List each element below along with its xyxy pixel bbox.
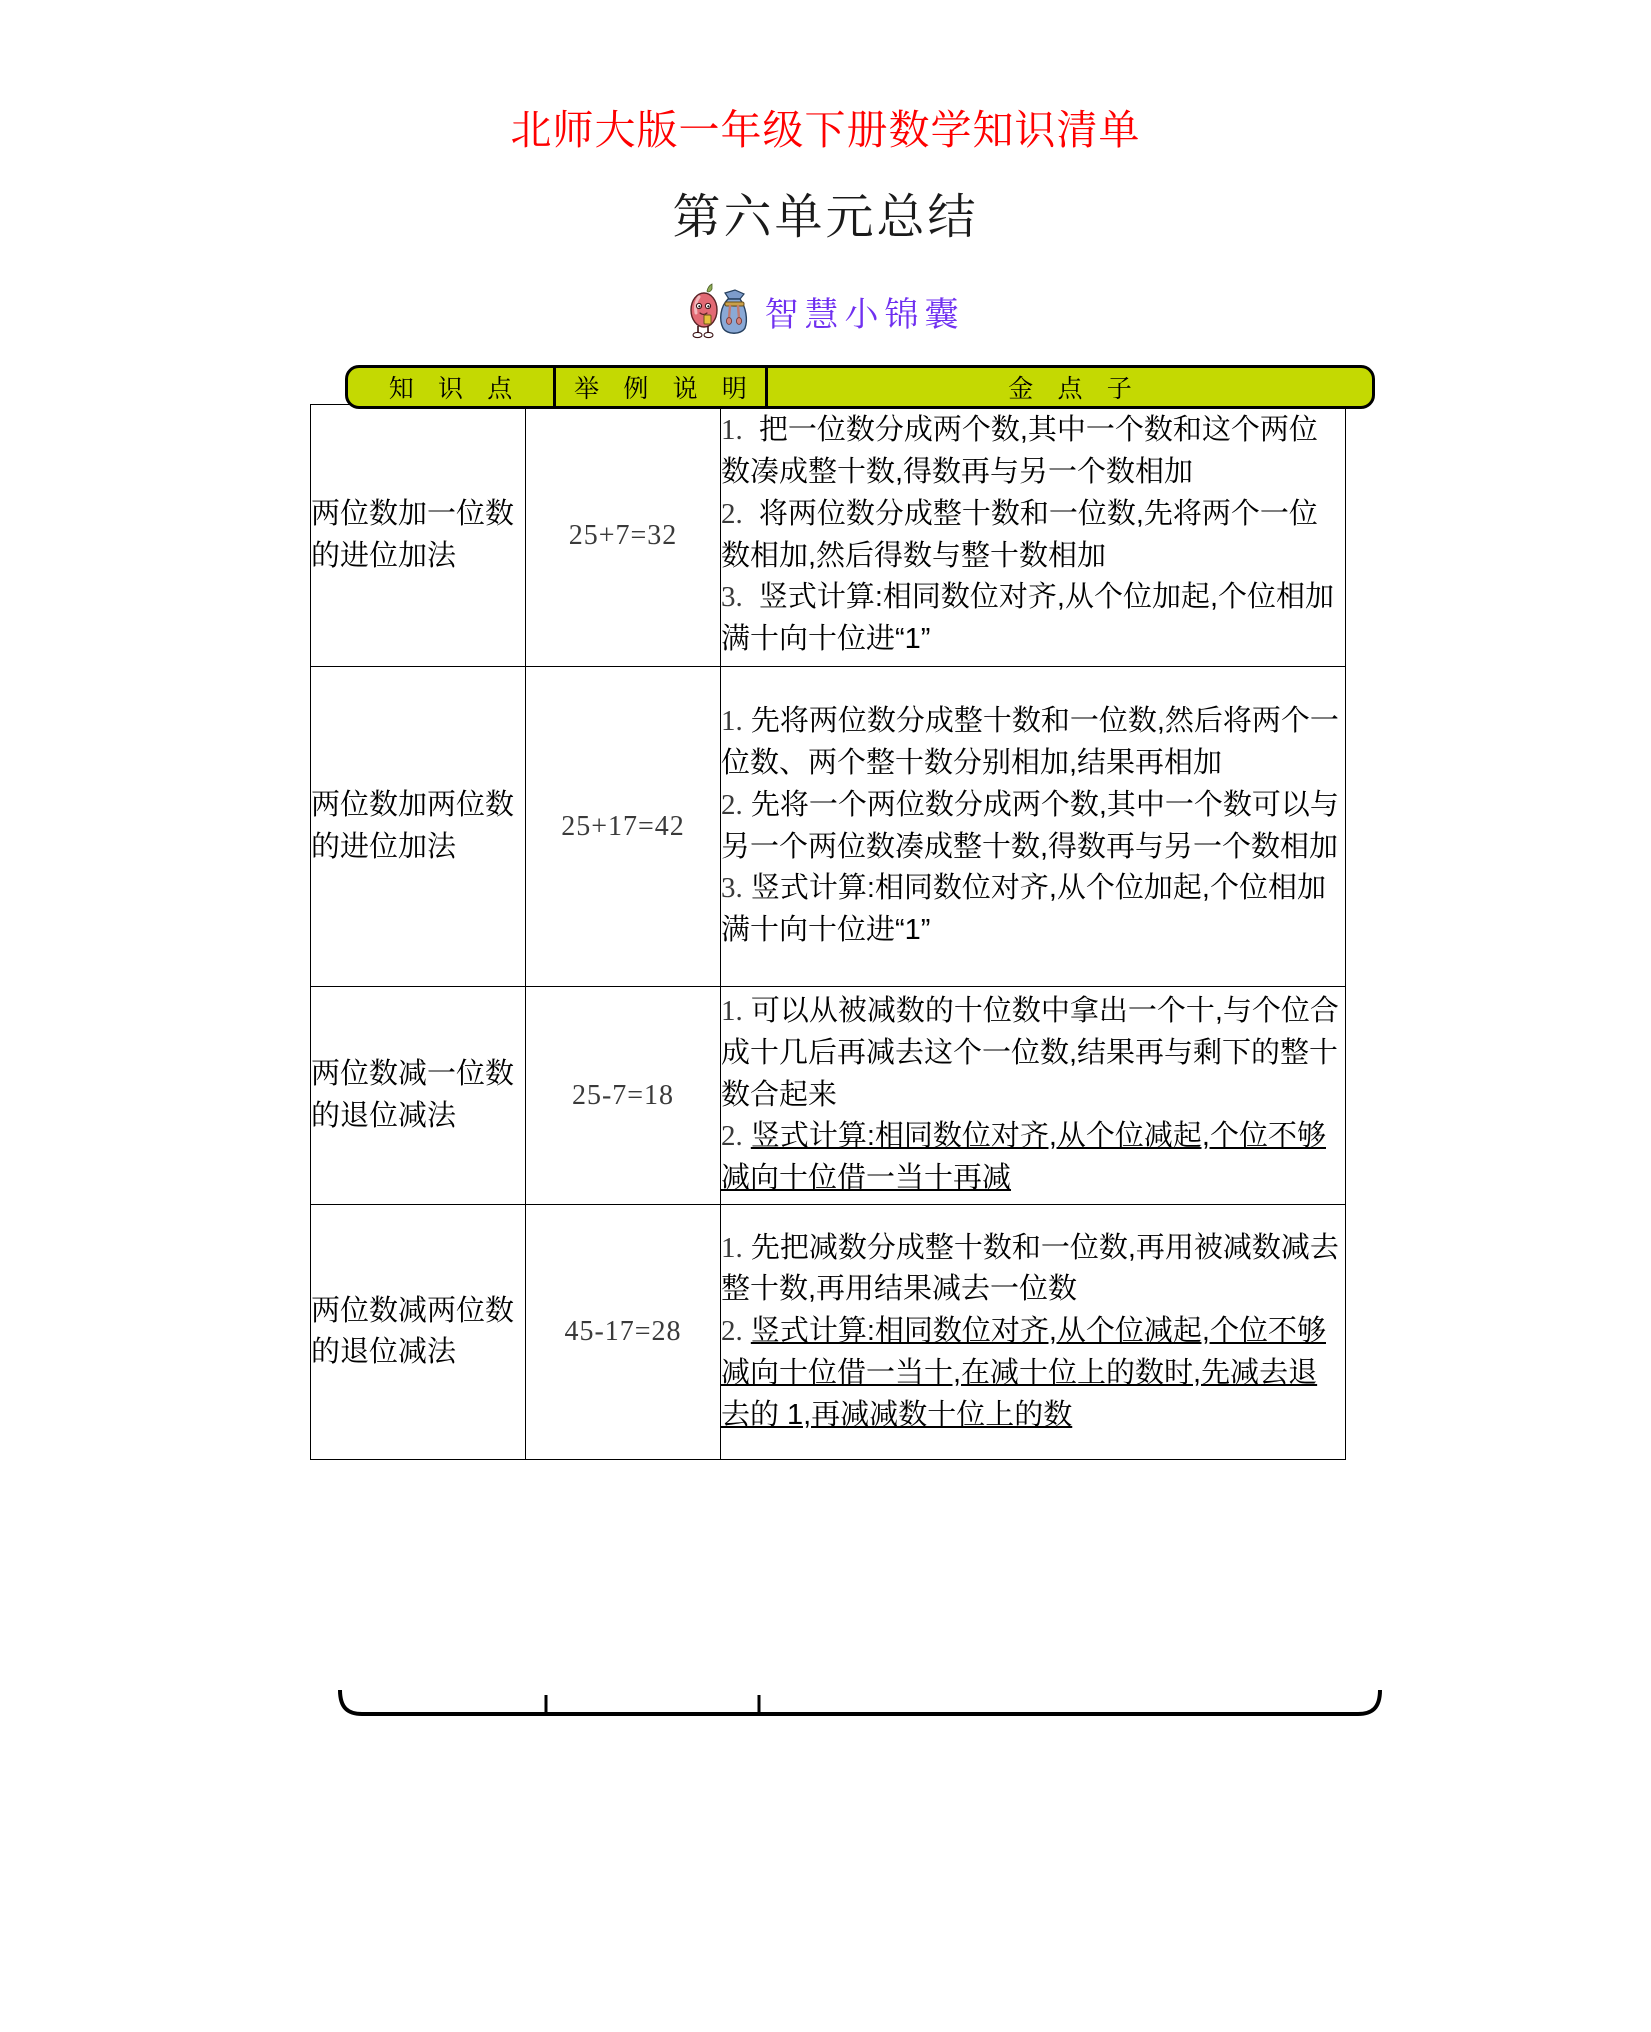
table-row	[311, 667, 1346, 987]
topic-cell: 两位数加两位数的进位加法	[311, 667, 526, 987]
table-row	[311, 405, 1346, 667]
tip-number: 2.	[721, 788, 743, 821]
unit-title: 第六单元总结	[672, 191, 979, 244]
tip-line	[721, 410, 1345, 494]
document-title: 北师大版一年级下册数学知识清单	[510, 107, 1141, 153]
tip-line	[721, 1228, 1345, 1312]
tip-text: 把一位数分成两个数,其中一个数和这个两位数凑成整十数,得数再与另一个数相加	[721, 414, 1318, 488]
tip-number: 1.	[721, 414, 743, 447]
topic-cell: 两位数加一位数的进位加法	[311, 405, 526, 667]
column-header-example: 举 例 说 明	[556, 368, 768, 406]
example-cell: 25+7=32	[526, 405, 721, 667]
tip-line	[721, 577, 1345, 661]
tip-text: 先把减数分成整十数和一位数,再用被减数减去整十数,再用结果减去一位数	[721, 1231, 1339, 1306]
tip-text: 竖式计算:相同数位对齐,从个位加起,个位相加满十向十位进“1”	[721, 581, 1335, 655]
tip-number: 1.	[721, 705, 743, 738]
tip-text: 先将一个两位数分成两个数,其中一个数可以与另一个两位数凑成整十数,得数再与另一个数相加	[721, 788, 1339, 863]
tip-text: 竖式计算:相同数位对齐,从个位减起,个位不够减向十位借一当十再减	[721, 1120, 1326, 1195]
tip-number: 1.	[721, 1231, 743, 1264]
tip-line	[721, 494, 1345, 578]
example-cell: 25+17=42	[526, 667, 721, 987]
tip-number: 1.	[721, 995, 743, 1028]
topic-cell: 两位数减两位数的退位减法	[311, 1205, 526, 1460]
tip-line	[721, 1311, 1345, 1436]
example-cell: 25-7=18	[526, 987, 721, 1205]
tip-number: 2.	[721, 497, 743, 530]
tips-cell	[721, 987, 1346, 1205]
tip-text: 将两位数分成整十数和一位数,先将两个一位数相加,然后得数与整十数相加	[721, 497, 1318, 572]
knowledge-table	[310, 404, 1346, 1460]
tip-text: 可以从被减数的十位数中拿出一个十,与个位合成十几后再减去这个一位数,结果再与剩下的整十数合起来	[721, 995, 1339, 1111]
tips-cell	[721, 667, 1346, 987]
tip-text: 竖式计算:相同数位对齐,从个位加起,个位相加满十向十位进“1”	[721, 872, 1326, 946]
tip-number: 2.	[721, 1315, 743, 1348]
table-row	[311, 1205, 1346, 1460]
rounded-brace-icon	[336, 1690, 1384, 1720]
table-header-banner	[345, 365, 1375, 409]
tip-line	[721, 701, 1345, 785]
tip-text: 先将两位数分成整十数和一位数,然后将两个一位数、两个整十数分别相加,结果再相加	[721, 705, 1339, 779]
tips-cell	[721, 1205, 1346, 1460]
tip-line	[721, 1116, 1345, 1200]
tip-text: 竖式计算:相同数位对齐,从个位减起,个位不够减向十位借一当十,在减十位上的数时,先减去退去的 1,再减减数十位上的数	[721, 1315, 1326, 1431]
tips-cell	[721, 405, 1346, 667]
table-row	[311, 987, 1346, 1205]
topic-cell: 两位数减一位数的退位减法	[311, 987, 526, 1205]
example-cell: 45-17=28	[526, 1205, 721, 1460]
column-header-knowledge-point: 知 识 点	[348, 368, 556, 406]
tip-line	[721, 868, 1345, 952]
tip-line	[721, 785, 1345, 869]
tip-line	[721, 991, 1345, 1116]
subtitle-row	[0, 282, 1651, 340]
apple-and-sack-icon	[687, 282, 749, 340]
tip-number: 3.	[721, 872, 743, 905]
tip-number: 3.	[721, 581, 743, 614]
tip-number: 2.	[721, 1120, 743, 1153]
subtitle-text: 智慧小锦囊	[764, 296, 965, 334]
column-header-golden-tips: 金 点 子	[1008, 376, 1141, 403]
